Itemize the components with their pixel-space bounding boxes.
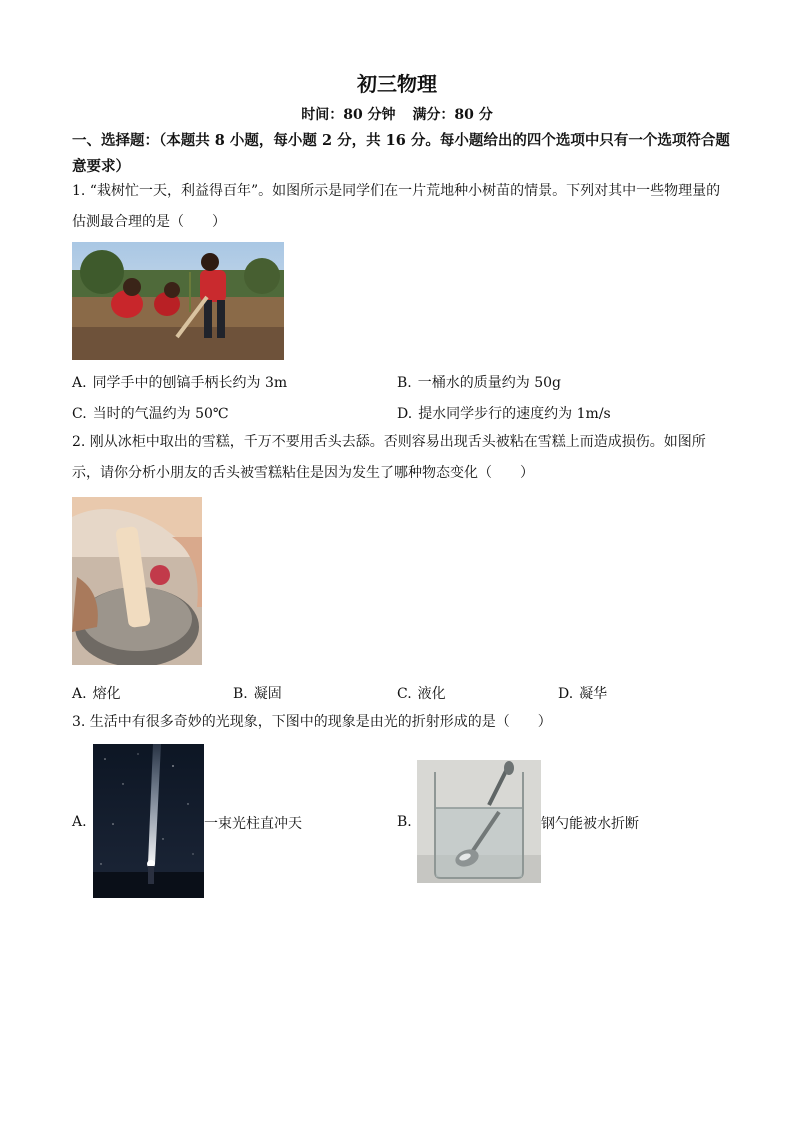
option-text: 液化 [417, 686, 446, 702]
option-text: 凝华 [579, 686, 608, 702]
option-text: 当时的气温约为 50℃ [92, 406, 229, 422]
q3-option-a-letter[interactable]: A. [72, 814, 87, 830]
question-2-text: 2. 刚从冰柜中取出的雪糕，千万不要用舌头去舔。否则容易出现舌头被粘在雪糕上而造成损伤。如图所示，请你分析小朋友的舌头被雪糕粘住是因为发生了哪种物态变化（ ） [72, 434, 706, 481]
q1-option-c[interactable] [72, 403, 229, 423]
page-title: 初三物理 [357, 72, 437, 96]
option-letter: A. [72, 686, 87, 702]
option-text: 提水同学步行的速度约为 1m/s [418, 406, 611, 422]
q2-option-b[interactable] [233, 683, 282, 703]
option-letter: D. [397, 406, 413, 422]
exam-info [0, 104, 794, 124]
light-beam-photo [93, 744, 204, 898]
spoon-in-water-photo [417, 760, 541, 883]
option-text: 熔化 [92, 686, 121, 702]
option-letter: C. [397, 686, 412, 702]
option-text: 凝固 [253, 686, 282, 702]
q1-option-d[interactable] [397, 403, 611, 423]
q2-option-a[interactable] [72, 683, 121, 703]
score-label: 满分：80 分 [412, 107, 493, 123]
q2-option-c[interactable] [397, 683, 446, 703]
question-3-text: 3. 生活中有很多奇妙的光现象，下图中的现象是由光的折射形成的是（ ） [72, 714, 552, 730]
q3-option-a-caption: 一束光柱直冲天 [204, 816, 302, 832]
q1-option-b[interactable] [397, 372, 561, 392]
q2-option-d[interactable] [558, 683, 607, 703]
q3-option-b-letter[interactable]: B. [397, 814, 412, 830]
tree-planting-photo [72, 242, 284, 360]
q3-option-b-caption: 钢勺能被水折断 [541, 816, 639, 832]
section-heading: 一、选择题：（本题共 8 小题，每小题 2 分，共 16 分。每小题给出的四个选项中只有一个选项符合题意要求） [72, 132, 730, 175]
ice-pop-photo [72, 497, 202, 665]
option-letter: A. [72, 375, 87, 391]
q1-option-a[interactable] [72, 372, 287, 392]
option-letter: D. [558, 686, 574, 702]
option-letter: C. [72, 406, 87, 422]
option-letter: B. [397, 375, 412, 391]
time-label: 时间：80 分钟 [301, 107, 396, 123]
option-text: 同学手中的刨镐手柄长约为 3m [92, 375, 288, 391]
option-text: 一桶水的质量约为 50g [417, 375, 561, 391]
question-1-text: 1. “栽树忙一天，利益得百年”。如图所示是同学们在一片荒地种小树苗的情景。下列对其中一些物理量的估测最合理的是（ ） [72, 183, 721, 230]
option-letter: B. [233, 686, 248, 702]
